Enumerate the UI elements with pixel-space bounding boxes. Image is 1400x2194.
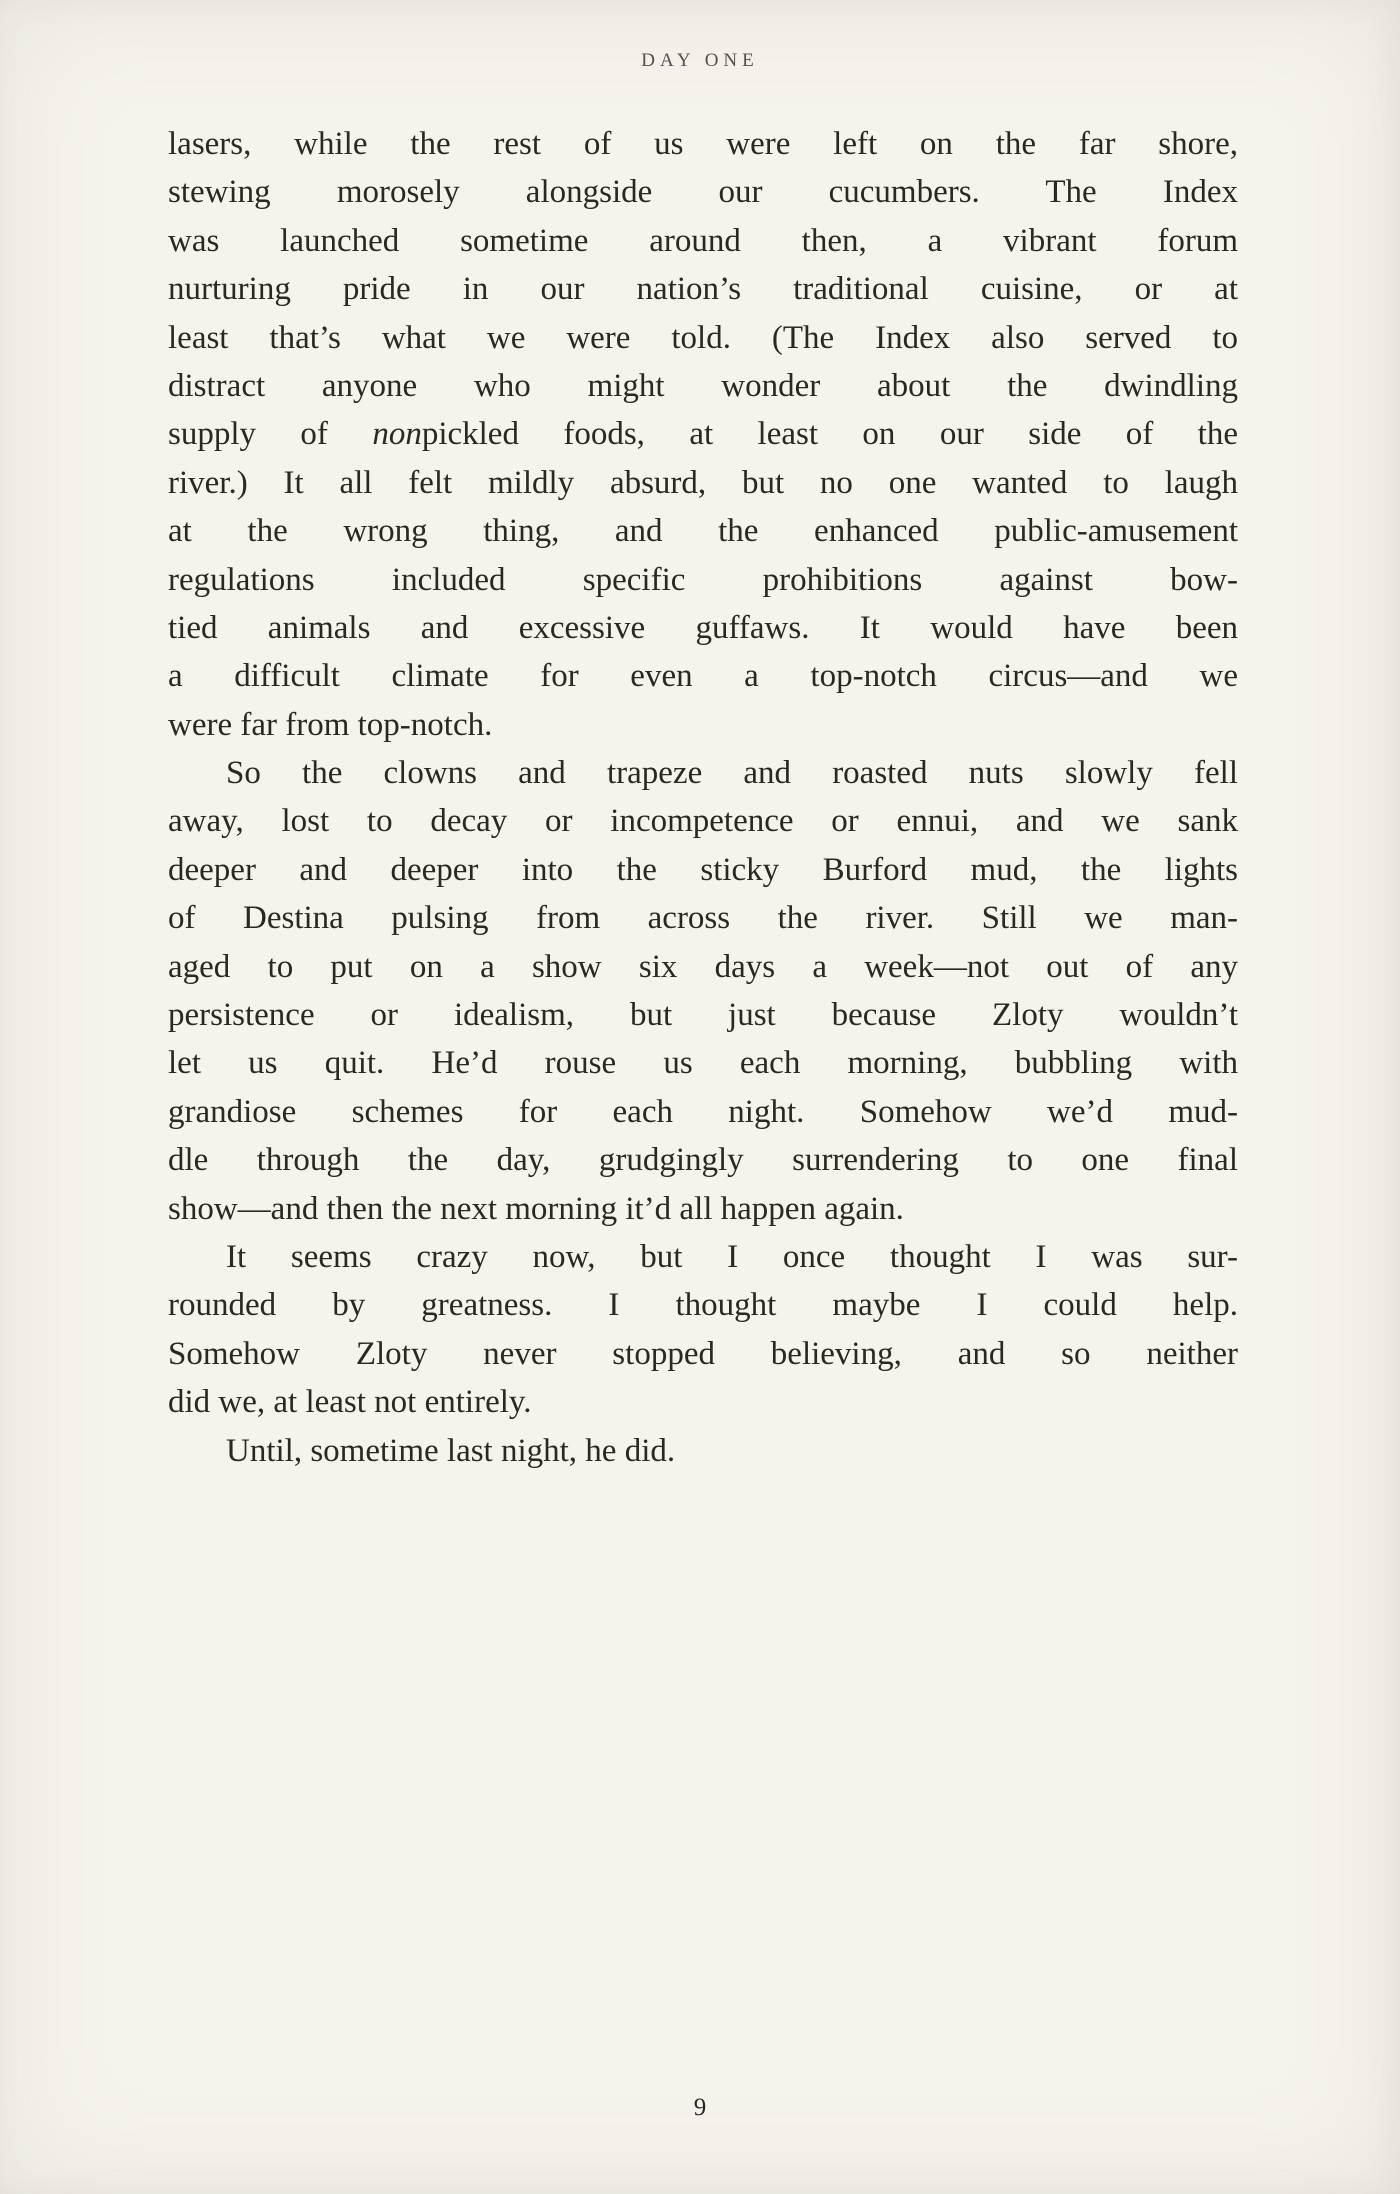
text-line: stewing morosely alongside our cucumbers. The Index xyxy=(168,174,1238,211)
text-line xyxy=(168,410,1238,458)
text-line: deeper and deeper into the sticky Burford mud, the lights xyxy=(168,851,1238,888)
text-line: let us quit. He’d rouse us each morning, bubbling with xyxy=(168,1045,1238,1082)
text-line: lasers, while the rest of us were left on the far shore, xyxy=(168,126,1238,162)
text-line: It seems crazy now, but I once thought I was sur- xyxy=(226,1238,1238,1275)
text-line: away, lost to decay or incompetence or ennui, and we sank xyxy=(168,803,1238,840)
plain-text: pickled foods, at least on our side of the xyxy=(421,416,1238,453)
text-line: dle through the day, grudgingly surrendering to one final xyxy=(168,1142,1238,1179)
text-line: river.) It all felt mildly absurd, but no one wanted to laugh xyxy=(168,464,1238,501)
text-line: Somehow Zloty never stopped believing, and so neither xyxy=(168,1335,1238,1372)
text-line: aged to put on a show six days a week—not out of any xyxy=(168,948,1238,985)
italic-text: non xyxy=(372,416,422,453)
text-line: tied animals and excessive guffaws. It would have been xyxy=(168,609,1238,646)
text-line: persistence or idealism, but just because Zloty wouldn’t xyxy=(168,997,1238,1034)
text-line: rounded by greatness. I thought maybe I could help. xyxy=(168,1287,1238,1324)
text-line: So the clowns and trapeze and roasted nuts slowly fell xyxy=(226,755,1238,792)
text-line: of Destina pulsing from across the river. Still we man- xyxy=(168,900,1238,937)
text-line: at the wrong thing, and the enhanced public-amusement xyxy=(168,513,1238,550)
text-line: nurturing pride in our nation’s traditional cuisine, or at xyxy=(168,271,1238,308)
text-line: were far from top-notch. xyxy=(168,706,493,743)
text-line: was launched sometime around then, a vibrant forum xyxy=(168,222,1238,259)
text-line: Until, sometime last night, he did. xyxy=(226,1432,676,1469)
text-line: a difficult climate for even a top-notch circus—and we xyxy=(168,658,1238,695)
page-number: 9 xyxy=(693,2094,707,2121)
text-line: regulations included specific prohibitions against bow- xyxy=(168,561,1238,598)
text-line: grandiose schemes for each night. Somehow we’d mud- xyxy=(168,1093,1238,1130)
text-line: least that’s what we were told. (The Index also served to xyxy=(168,319,1238,356)
body-text xyxy=(168,120,1238,1475)
text-line: show—and then the next morning it’d all happen again. xyxy=(168,1190,904,1227)
text-line: did we, at least not entirely. xyxy=(168,1384,532,1421)
text-line: distract anyone who might wonder about the dwindling xyxy=(168,367,1238,404)
plain-text: supply of xyxy=(168,416,373,453)
running-head: DAY ONE xyxy=(641,50,759,71)
